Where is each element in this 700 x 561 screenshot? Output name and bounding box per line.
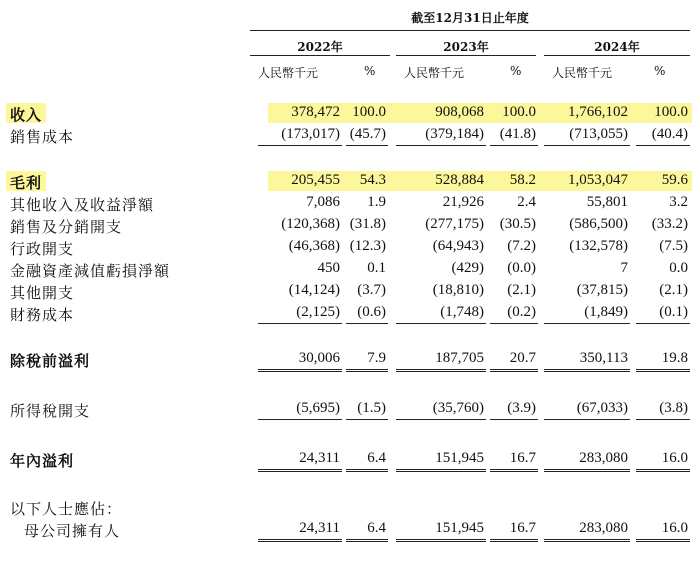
column-underline xyxy=(346,145,388,146)
column-underline xyxy=(636,541,690,542)
percent-cell: (3.8) xyxy=(659,400,688,416)
column-underline xyxy=(346,323,388,324)
column-underline xyxy=(258,471,342,472)
column-underline xyxy=(544,539,630,540)
amount-cell: (35,760) xyxy=(432,400,484,416)
column-underline xyxy=(636,469,690,470)
percent-cell: (41.8) xyxy=(499,126,536,142)
column-underline xyxy=(396,539,486,540)
amount-cell: (132,578) xyxy=(569,238,628,254)
column-underline xyxy=(490,145,538,146)
percent-cell: 100.0 xyxy=(352,104,386,120)
amount-cell: 528,884 xyxy=(435,172,484,188)
amount-cell: (429) xyxy=(451,260,484,276)
amount-cell: 450 xyxy=(317,260,340,276)
column-underline xyxy=(490,471,538,472)
amount-cell: 7,086 xyxy=(306,194,340,210)
percent-cell: 7.9 xyxy=(367,350,386,366)
column-underline xyxy=(544,369,630,370)
amount-cell: 378,472 xyxy=(291,104,340,120)
amount-cell: 283,080 xyxy=(579,520,628,536)
percent-cell: 0.1 xyxy=(367,260,386,276)
amount-cell: 24,311 xyxy=(299,520,340,536)
amount-cell: (173,017) xyxy=(281,126,340,142)
table-row xyxy=(0,236,700,258)
amount-cell: 1,053,047 xyxy=(568,172,628,188)
row-label: 年內溢利 xyxy=(10,452,75,470)
percent-cell: 20.7 xyxy=(509,350,536,366)
percent-cell: (12.3) xyxy=(349,238,386,254)
column-underline xyxy=(396,541,486,542)
percent-cell: (45.7) xyxy=(349,126,386,142)
column-underline xyxy=(258,541,342,542)
percent-cell: 100.0 xyxy=(502,104,536,120)
percent-cell: (30.5) xyxy=(499,216,536,232)
column-underline xyxy=(490,371,538,372)
row-label: 行政開支 xyxy=(10,240,75,258)
unit-header-2023-pct: % xyxy=(510,64,522,78)
column-underline xyxy=(396,145,486,146)
column-underline xyxy=(346,469,388,470)
column-underline xyxy=(544,323,630,324)
amount-cell: (67,033) xyxy=(576,400,628,416)
percent-cell: (3.9) xyxy=(507,400,536,416)
percent-cell: 6.4 xyxy=(367,450,386,466)
percent-cell: 1.9 xyxy=(367,194,386,210)
row-label: 財務成本 xyxy=(10,306,75,324)
column-underline xyxy=(396,469,486,470)
amount-cell: 24,311 xyxy=(299,450,340,466)
percent-cell: 59.6 xyxy=(661,172,688,188)
period-header: 截至12月31日止年度 xyxy=(411,11,529,25)
column-underline xyxy=(636,323,690,324)
percent-cell: 2.4 xyxy=(517,194,536,210)
year-rule-2024 xyxy=(544,55,690,56)
amount-cell: 7 xyxy=(620,260,628,276)
column-underline xyxy=(490,323,538,324)
table-row xyxy=(0,102,700,124)
amount-cell: 283,080 xyxy=(579,450,628,466)
percent-cell: (7.2) xyxy=(507,238,536,254)
table-row xyxy=(0,214,700,236)
percent-cell: (31.8) xyxy=(349,216,386,232)
amount-cell: (277,175) xyxy=(425,216,484,232)
percent-cell: (33.2) xyxy=(651,216,688,232)
column-underline xyxy=(258,419,342,420)
percent-cell: 3.2 xyxy=(669,194,688,210)
column-underline xyxy=(636,471,690,472)
percent-cell: (2.1) xyxy=(507,282,536,298)
percent-cell: (7.5) xyxy=(659,238,688,254)
amount-cell: (586,500) xyxy=(569,216,628,232)
period-header-rule xyxy=(250,30,690,31)
column-underline xyxy=(258,469,342,470)
column-underline xyxy=(396,419,486,420)
amount-cell: (18,810) xyxy=(432,282,484,298)
column-underline xyxy=(636,419,690,420)
row-label: 毛利 xyxy=(10,174,43,192)
row-label: 除稅前溢利 xyxy=(10,352,91,370)
row-label: 收入 xyxy=(10,106,43,124)
column-underline xyxy=(490,469,538,470)
percent-cell: (0.2) xyxy=(507,304,536,320)
column-underline xyxy=(258,539,342,540)
year-rule-2022 xyxy=(250,55,390,56)
column-underline xyxy=(396,369,486,370)
amount-cell: (14,124) xyxy=(288,282,340,298)
percent-cell: (1.5) xyxy=(357,400,386,416)
column-underline xyxy=(346,369,388,370)
column-underline xyxy=(490,539,538,540)
year-header-2024: 2024年 xyxy=(594,40,640,54)
percent-cell: 19.8 xyxy=(661,350,688,366)
percent-cell: 100.0 xyxy=(654,104,688,120)
table-row xyxy=(0,496,700,518)
amount-cell: (2,125) xyxy=(296,304,340,320)
column-underline xyxy=(490,369,538,370)
percent-cell: (0.0) xyxy=(507,260,536,276)
unit-header-2022-amount: 人民幣千元 xyxy=(258,66,319,80)
percent-cell: 6.4 xyxy=(367,520,386,536)
amount-cell: 1,766,102 xyxy=(568,104,628,120)
column-underline xyxy=(544,419,630,420)
percent-cell: 58.2 xyxy=(509,172,536,188)
percent-cell: 54.3 xyxy=(359,172,386,188)
column-underline xyxy=(396,323,486,324)
amount-cell: 30,006 xyxy=(298,350,340,366)
column-underline xyxy=(258,371,342,372)
column-underline xyxy=(636,371,690,372)
column-underline xyxy=(346,539,388,540)
amount-cell: 908,068 xyxy=(435,104,484,120)
unit-header-2024-amount: 人民幣千元 xyxy=(552,66,613,80)
column-underline xyxy=(544,541,630,542)
column-underline xyxy=(258,145,342,146)
percent-cell: (0.1) xyxy=(659,304,688,320)
column-underline xyxy=(346,471,388,472)
amount-cell: 21,926 xyxy=(442,194,484,210)
column-underline xyxy=(544,469,630,470)
column-underline xyxy=(258,369,342,370)
percent-cell: (2.1) xyxy=(659,282,688,298)
column-underline xyxy=(258,323,342,324)
row-label: 金融資產減值虧損淨額 xyxy=(10,262,171,280)
table-row xyxy=(0,518,700,540)
amount-cell: (120,368) xyxy=(281,216,340,232)
row-label: 銷售及分銷開支 xyxy=(10,218,123,236)
amount-cell: 151,945 xyxy=(435,520,484,536)
column-underline xyxy=(544,145,630,146)
amount-cell: (713,055) xyxy=(569,126,628,142)
percent-cell: 16.0 xyxy=(661,520,688,536)
percent-cell: 16.7 xyxy=(509,450,536,466)
row-label: 以下人士應佔： xyxy=(10,500,123,518)
table-row xyxy=(0,170,700,192)
amount-cell: 350,113 xyxy=(579,350,628,366)
row-label: 母公司擁有人 xyxy=(24,522,121,540)
column-underline xyxy=(636,369,690,370)
column-underline xyxy=(346,371,388,372)
year-header-2022: 2022年 xyxy=(297,40,343,54)
row-label: 其他開支 xyxy=(10,284,75,302)
amount-cell: 205,455 xyxy=(291,172,340,188)
percent-cell: 0.0 xyxy=(669,260,688,276)
percent-cell: (0.6) xyxy=(357,304,386,320)
column-underline xyxy=(396,371,486,372)
unit-header-2022-pct: % xyxy=(364,64,376,78)
year-rule-2023 xyxy=(396,55,536,56)
table-row xyxy=(0,192,700,214)
row-label: 所得稅開支 xyxy=(10,402,91,420)
column-underline xyxy=(544,471,630,472)
table-row xyxy=(0,124,700,146)
amount-cell: (46,368) xyxy=(288,238,340,254)
table-row xyxy=(0,348,700,370)
unit-header-2023-amount: 人民幣千元 xyxy=(404,66,465,80)
table-row xyxy=(0,258,700,280)
column-underline xyxy=(346,419,388,420)
amount-cell: 187,705 xyxy=(435,350,484,366)
column-underline xyxy=(636,539,690,540)
unit-header-2024-pct: % xyxy=(654,64,666,78)
percent-cell: 16.7 xyxy=(509,520,536,536)
row-label: 其他收入及收益淨額 xyxy=(10,196,155,214)
amount-cell: (1,748) xyxy=(440,304,484,320)
table-row xyxy=(0,302,700,324)
amount-cell: 55,801 xyxy=(586,194,628,210)
column-underline xyxy=(636,145,690,146)
table-row xyxy=(0,448,700,470)
amount-cell: (37,815) xyxy=(576,282,628,298)
column-underline xyxy=(544,371,630,372)
year-header-2023: 2023年 xyxy=(443,40,489,54)
amount-cell: (379,184) xyxy=(425,126,484,142)
percent-cell: 16.0 xyxy=(661,450,688,466)
amount-cell: (64,943) xyxy=(432,238,484,254)
amount-cell: 151,945 xyxy=(435,450,484,466)
table-row xyxy=(0,280,700,302)
column-underline xyxy=(490,419,538,420)
table-row xyxy=(0,398,700,420)
percent-cell: (3.7) xyxy=(357,282,386,298)
amount-cell: (1,849) xyxy=(584,304,628,320)
percent-cell: (40.4) xyxy=(651,126,688,142)
amount-cell: (5,695) xyxy=(296,400,340,416)
column-underline xyxy=(490,541,538,542)
column-underline xyxy=(396,471,486,472)
column-underline xyxy=(346,541,388,542)
row-label: 銷售成本 xyxy=(10,128,75,146)
